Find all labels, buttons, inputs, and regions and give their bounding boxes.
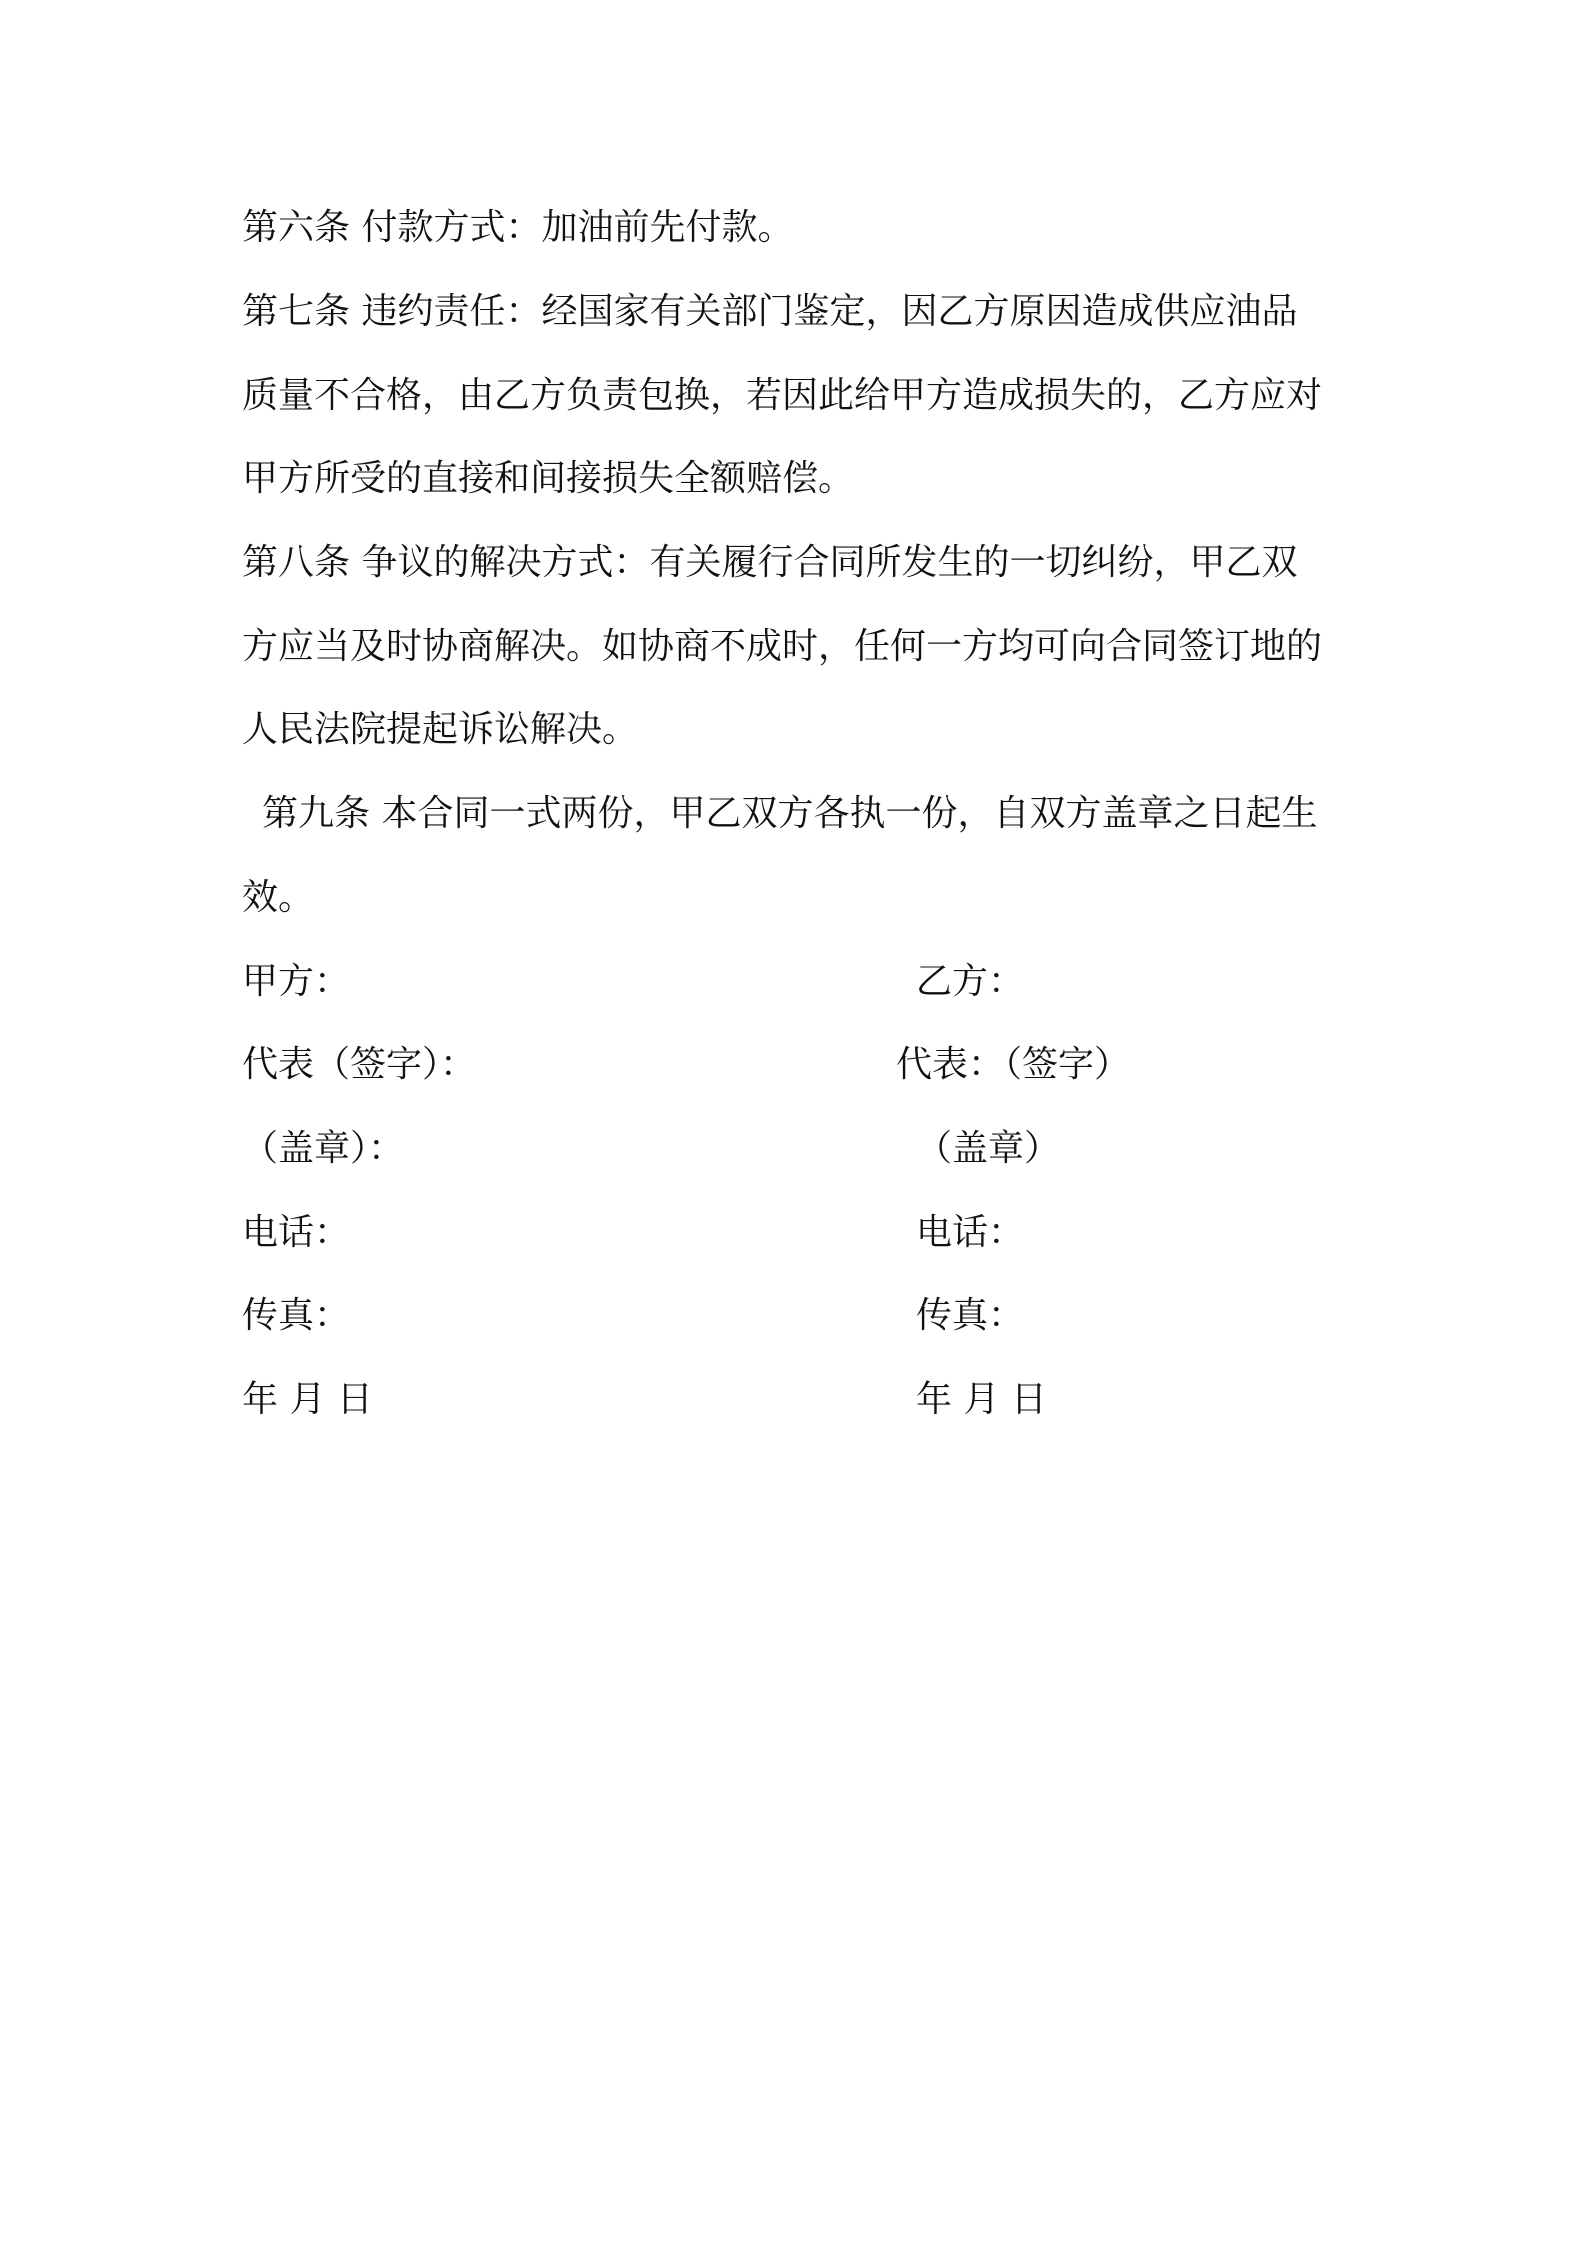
- party-a-fax: 传真：: [242, 1295, 351, 1336]
- party-a-seal: （盖章）：: [242, 1128, 405, 1169]
- party-a-rep-signature: 代表（签字）：: [242, 1044, 477, 1085]
- party-b-seal: （盖章）: [916, 1128, 1061, 1169]
- article-6-line-1: 第六条 付款方式：加油前先付款。: [242, 207, 794, 248]
- party-b-fax: 传真：: [916, 1295, 1025, 1336]
- party-b-date: 年 月 日: [916, 1379, 1047, 1420]
- party-a-label: 甲方：: [242, 961, 351, 1002]
- article-7-line-2: 质量不合格，由乙方负责包换，若因此给甲方造成损失的，乙方应对: [242, 375, 1323, 416]
- party-b-phone: 电话：: [916, 1212, 1025, 1253]
- article-8-line-1: 第八条 争议的解决方式：有关履行合同所发生的一切纠纷，甲乙双: [242, 542, 1298, 583]
- party-b-label: 乙方：: [916, 961, 1025, 1002]
- article-8-line-3: 人民法院提起诉讼解决。: [242, 709, 639, 750]
- article-7-line-3: 甲方所受的直接和间接损失全额赔偿。: [242, 458, 855, 499]
- article-9-line-2: 效。: [242, 877, 315, 918]
- party-b-rep-signature: 代表：（签字）: [896, 1044, 1131, 1085]
- party-a-phone: 电话：: [242, 1212, 351, 1253]
- party-a-date: 年 月 日: [242, 1379, 373, 1420]
- article-7-line-1: 第七条 违约责任：经国家有关部门鉴定，因乙方原因造成供应油品: [242, 291, 1298, 332]
- article-9-line-1: 第九条 本合同一式两份，甲乙双方各执一份，自双方盖章之日起生: [262, 793, 1318, 834]
- article-8-line-2: 方应当及时协商解决。如协商不成时，任何一方均可向合同签订地的: [242, 626, 1323, 667]
